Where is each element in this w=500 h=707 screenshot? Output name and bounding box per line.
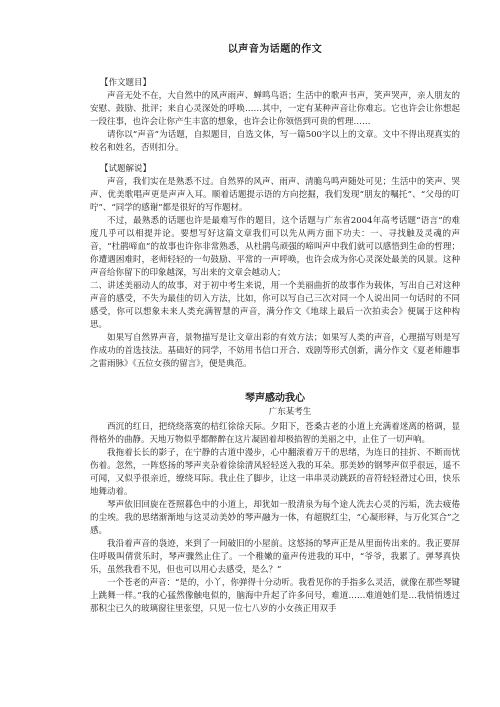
story-paragraph: 我沿着声音的袅迹，来到了一间破旧的小屋前。这悠扬的琴声正是从里面传出来的。我正要屏住呼吸叫倩赏乐时，琴声骤然止住了。一个稚嫩的童声传进我的耳中，“爷爷，我累了。弹琴真快乐，虽然我看不见，但也可以用心去感受，是么？” <box>90 539 460 575</box>
analysis-heading: 【试题解说】 <box>100 164 152 174</box>
story-paragraph: 西沉的红日，把绕绕落寞的桔红徐徐天际。夕阳下，苍桑古老的小道上充满着迷离的格调，显得格外的曲静。天地万物似乎都醉醉在这片凝固着却极掐智的美丽之中，止住了一切声响。 <box>90 422 460 445</box>
story-paragraph: 一个苍老的声音：“是的，小丫，你弹得十分动听。我看见你的手指多么灵活，就像在那些琴键上跳舞一样。”我的心猛然像触电似的，脑海中升起了许多问号，难道……难道她们是…我悄悄透过那积尘已久的玻璃窗往里张望，只见一位七八岁的小女孩正用双手 <box>90 578 460 614</box>
prompt-paragraph: 请你以“声音”为话题，自拟题目，自选文体，写一篇500字以上的文章。文中不得出现真实的校名和姓名，否则扣分。 <box>90 130 460 153</box>
prompt-paragraph: 声音无处不在，大自然中的风声雨声、蝉鸣鸟语；生活中的歌声书声，笑声哭声，亲人朋友的安慰、鼓励、批评；来自心灵深处的呼唤……其中，一定有某种声音让你难忘。它也许会让你想起一段往事，也许会让你产生丰富的想象，也许会让你领悟到可贵的哲理…… <box>90 91 460 127</box>
story-paragraph: 我拖着长长的影子，在宁静的古道中漫步，心中翻滚着万千的思绪，为连日的挂折、不断而忧伤着。忽然，一阵悠扬的琴声夹杂着徐徐清风轻轻送入我的耳朵。那美妙的钢琴声似乎很远，遥不可闻，又似乎很亲近，缭绕耳际。我止住了脚步，让这一串串灵动跳跃的音符轻轻滑过心田，快乐地舞动着。 <box>90 448 460 497</box>
analysis-paragraph: 不过，最熟悉的话题也许是最难写作的题目，这个话题与广东省2004年高考话题“语言”的难度几乎可以相提并论。要想写好这篇文章我们可以先从两方面下功夫：一、寻找触及灵魂的声音，“杜鹃啼血”的故事也许你非常熟悉，从杜鹃鸟顽强的啼叫声中我们就可以感悟到生命的哲理；你遭遇困难时，老师轻轻的一句鼓励、平常的一声呼唤，也许会成为你心灵深处最美的风景。这种声音给你留下的印象越深，写出来的文章会越动人； <box>90 216 460 278</box>
story-author: 广东某考生 <box>268 407 312 417</box>
analysis-paragraph: 二、讲述美丽动人的故事，对于初中考生来说，用一个美丽曲折的故事作为载体，写出自己对这种声音的感受，不失为最佳的切入方法，比如，你可以写自己三次对同一个人说出同一句话时的不同感受，你可以想象未来人类充满智慧的声音，满分作文《地球上最后一次拍卖会》便属于这种构思。 <box>90 281 460 330</box>
prompt-heading: 【作文题目】 <box>100 78 152 88</box>
document-title: 以声音为话题的作文 <box>227 44 323 55</box>
analysis-paragraph: 如果写自然界声音，景物描写是让文章出彩的有效方法；如果写人类的声音，心理描写则是写作成功的首选技法。基础好的同学，不妨用书信口开合、戏剧等形式创新，满分作文《夏老师趣事之雷雨脉》《五位女孩的留言》，便是典范。 <box>90 333 460 369</box>
story-title: 琴声感动我心 <box>245 393 305 404</box>
story-paragraph: 琴声依旧回旋在苍照暮色中的小道上，却犹如一股清泉为每个途人洗去心灵的污垢，洗去疲倦的尘埃。我的思绪渐渐地与这灵动美妙的琴声融为一体，有超脱红尘，“心凝形释，与万化冥合”之感。 <box>90 500 460 536</box>
section-gap <box>90 155 460 161</box>
analysis-paragraph: 声音，我们实在是熟悉不过。自然界的风声、雨声、清脆鸟鸣声随处可见；生活中的笑声、哭声、优美歌唱声更是声声入耳。顺着话题提示语的方向挖掘，我们发现“朋友的嘱托”、“父母的叮咛”、“同学的感谢”都是很好的写作题材。 <box>90 177 460 213</box>
